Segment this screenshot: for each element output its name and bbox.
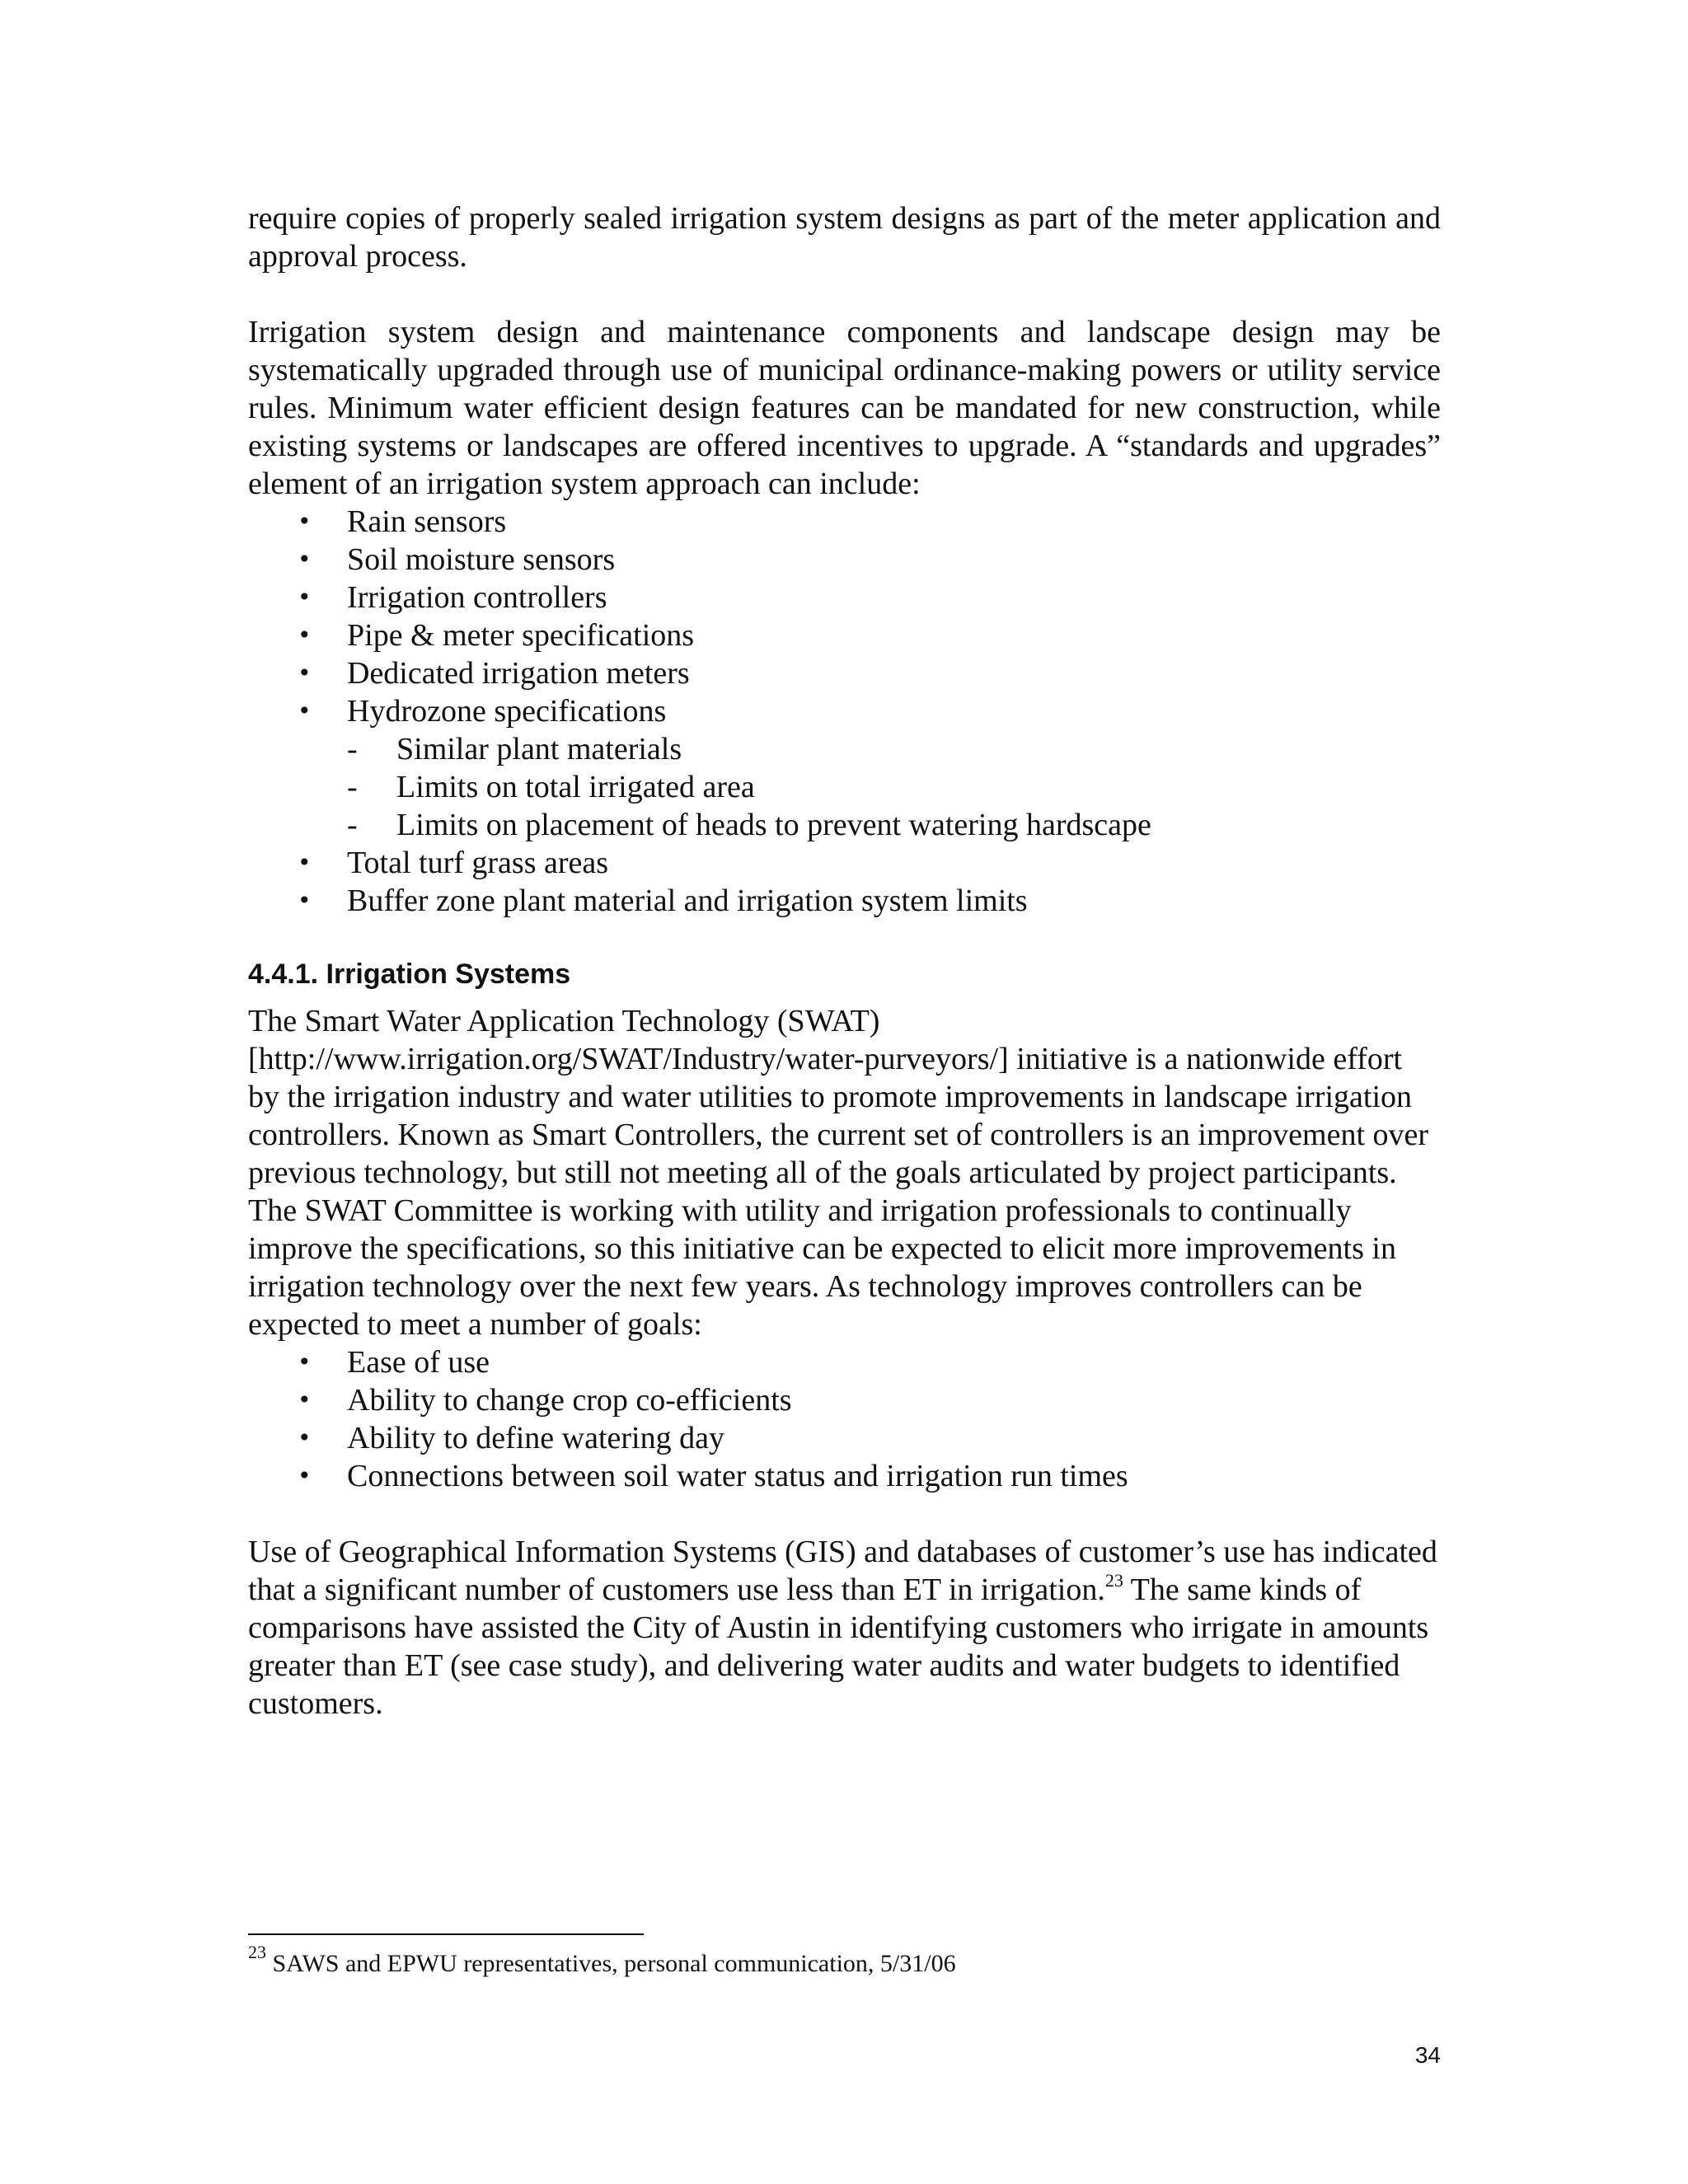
list-item-text: Dedicated irrigation meters [347, 656, 690, 691]
bullet-icon: • [298, 1462, 312, 1489]
page-number: 34 [1414, 2042, 1441, 2068]
list-item-text: Irrigation controllers [347, 580, 607, 615]
footnote-text: SAWS and EPWU representatives, personal communication, 5/31/06 [266, 1950, 956, 1977]
list-item-text: Ability to define watering day [347, 1421, 724, 1455]
bullet-icon: • [298, 508, 312, 535]
bullet-icon: • [298, 546, 312, 573]
bullet-icon: • [298, 659, 312, 687]
list-item-text: Pipe & meter specifications [347, 618, 695, 653]
bullet-icon: • [298, 887, 312, 914]
paragraph-text-before-ref: Use of Geographical Information Systems (GIS) and databases of customer’s use has indicated that a significant number of customers use less than ET in irrigation. [248, 1535, 1437, 1607]
footnote [248, 1942, 956, 1980]
sub-list-item-text: Limits on total irrigated area [396, 770, 755, 804]
list-item-text: Connections between soil water status and irrigation run times [347, 1459, 1128, 1493]
list-item-text: Rain sensors [347, 504, 507, 539]
section-heading: 4.4.1. Irrigation Systems [248, 958, 571, 990]
bullet-icon: • [298, 1386, 312, 1413]
list-item-text: Hydrozone specifications [347, 694, 667, 729]
sub-list-item-text: Similar plant materials [396, 732, 682, 766]
dash-icon: - [347, 770, 358, 804]
footnote-separator [248, 1933, 644, 1935]
bullet-icon: • [298, 1424, 312, 1451]
paragraph-standards-upgrades: Irrigation system design and maintenance components and landscape design may be systematically upgraded through use of municipal ordinance-making powers or utility service rules. Minimum water efficient design features can be mandated for new construction, while existing systems or landscapes are offered incentives to upgrade. A “standards and upgrades” element of an irrigation system approach can include: [248, 315, 1441, 501]
bullet-icon: • [298, 621, 312, 649]
bullet-icon: • [298, 849, 312, 876]
paragraph-text-after-ref: The same kinds of comparisons have assisted the City of Austin in identifying customers who irrigate in amounts greater than ET (see case study), and delivering water audits and water budgets to identified customers. [248, 1572, 1429, 1721]
paragraph-meter-application: require copies of properly sealed irrigation system designs as part of the meter application and approval process. [248, 201, 1441, 274]
dash-icon: - [347, 732, 358, 766]
sub-list-item-text: Limits on placement of heads to prevent watering hardscape [396, 808, 1151, 842]
bullet-icon: • [298, 583, 312, 611]
paragraph-gis-databases [248, 1533, 1441, 1722]
list-item-text: Ease of use [347, 1345, 490, 1380]
paragraph-swat-initiative: The Smart Water Application Technology (SWAT) [http://www.irrigation.org/SWAT/Industry/water-purveyors/] initiative is a nationwide effort by the irrigation industry and water utilities to promote improvements in landscape irrigation controllers. Known as Smart Controllers, the current set of controllers is an improvement over previous technology, but still not meeting all of the goals articulated by project participants. The SWAT Committee is working with utility and irrigation professionals to continually improve the specifications, so this initiative can be expected to elicit more improvements in irrigation technology over the next few years. As technology improves controllers can be expected to meet a number of goals: [248, 1004, 1429, 1342]
list-item-text: Buffer zone plant material and irrigation system limits [347, 883, 1028, 918]
footnote-number: 23 [248, 1942, 266, 1962]
list-item-text: Total turf grass areas [347, 846, 609, 880]
list-item-text: Soil moisture sensors [347, 542, 616, 577]
footnote-reference: 23 [1104, 1570, 1123, 1591]
bullet-icon: • [298, 697, 312, 724]
dash-icon: - [347, 808, 358, 842]
bullet-icon: • [298, 1348, 312, 1376]
list-item-text: Ability to change crop co-efficients [347, 1383, 792, 1418]
